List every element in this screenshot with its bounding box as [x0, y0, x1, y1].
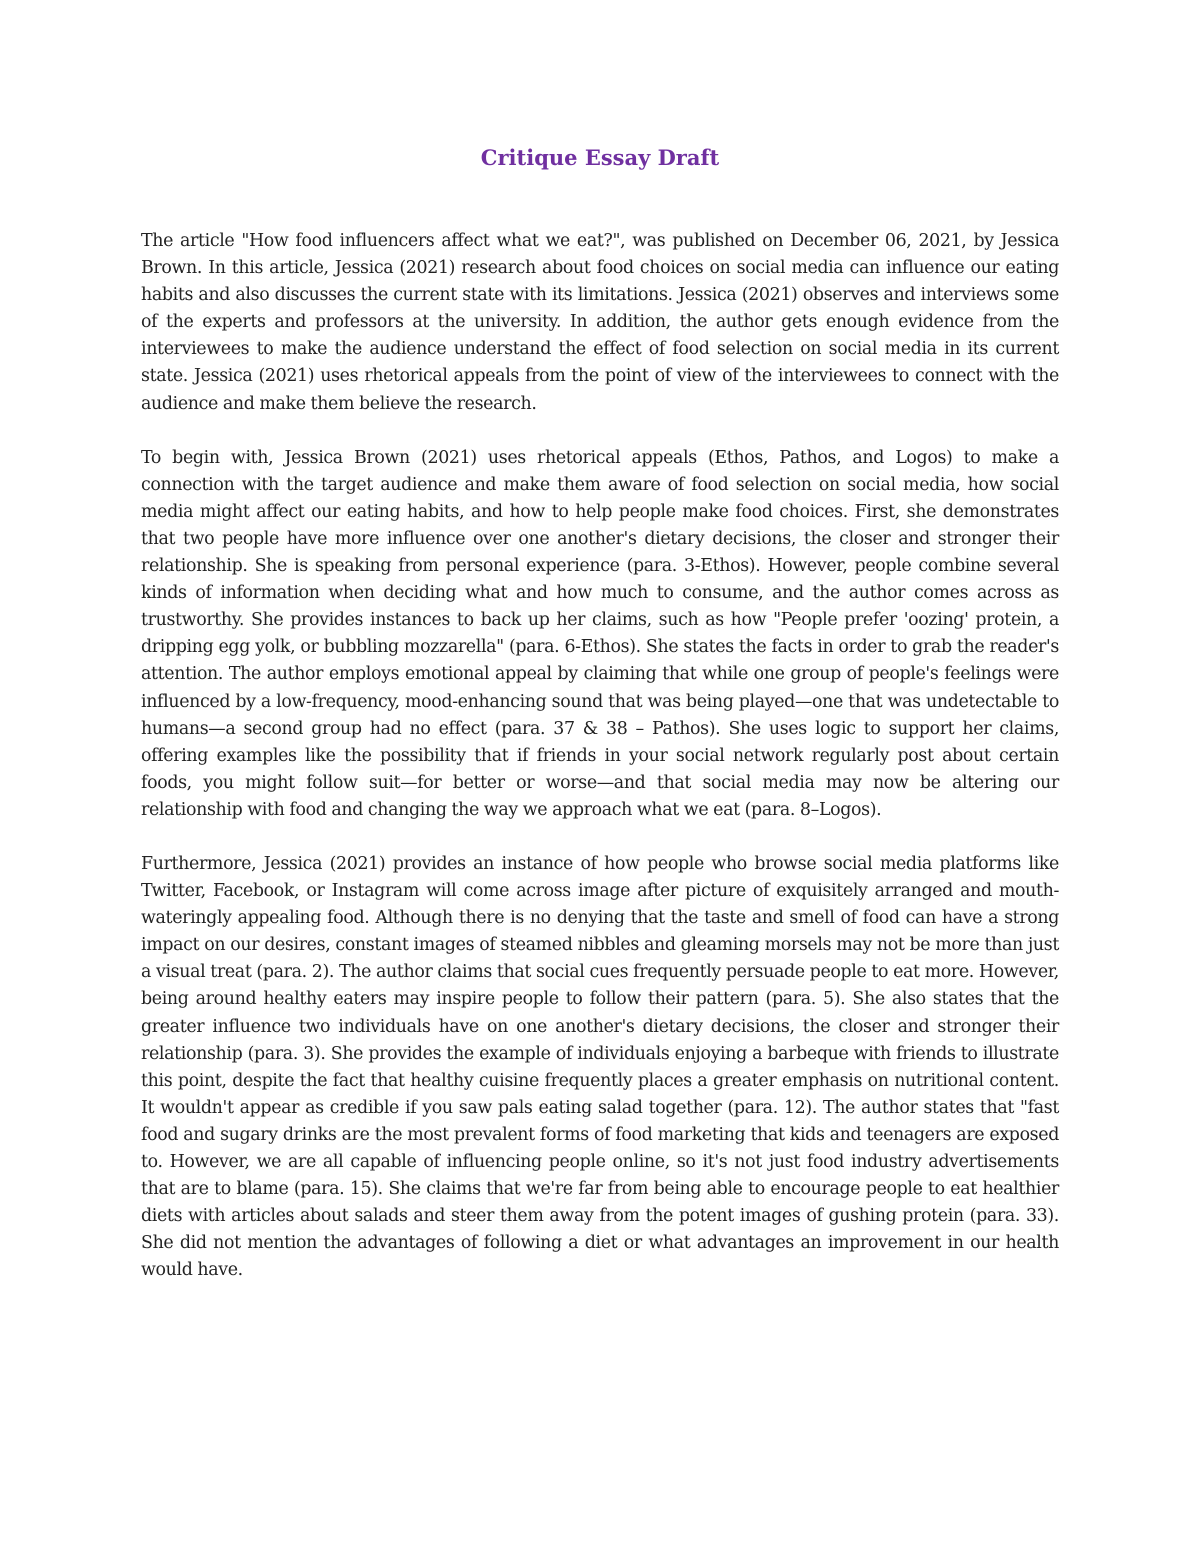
document-title: Critique Essay Draft [480, 145, 720, 170]
document-body [141, 228, 1059, 1311]
paragraph-rhetorical-appeals: To begin with, Jessica Brown (2021) uses rhetorical appeals (Ethos, Pathos, and Logos) to make a connection with the target audience and make them aware of food selection on social media, how social media might affect our eating habits, and how to help people make food choices. First, she demonstrates that two people have more influence over one another's dietary decisions, the closer and stronger their relationship. She is speaking from personal experience (para. 3-Ethos). However, people combine several kinds of information when deciding what and how much to consume, and the author comes across as trustworthy. She provides instances to back up her claims, such as how "People prefer 'oozing' protein, a dripping egg yolk, or bubbling mozzarella" (para. 6-Ethos). She states the facts in order to grab the reader's attention. The author employs emotional appeal by claiming that while one group of people's feelings were influenced by a low-frequency, mood-enhancing sound that was being played—one that was undetectable to humans—a second group had no effect (para. 37 & 38 – Pathos). She uses logic to support her claims, offering examples like the possibility that if friends in your social network regularly post about certain foods, you might follow suit—for better or worse—and that social media may now be altering our relationship with food and changing the way we approach what we eat (para. 8–Logos). [141, 447, 1059, 820]
paragraph-furthermore: Furthermore, Jessica (2021) provides an instance of how people who browse social media platforms like Twitter, Facebook, or Instagram will come across image after picture of exquisitely arranged and mouth-wateringly appealing food. Although there is no denying that the taste and smell of food can have a strong impact on our desires, constant images of steamed nibbles and gleaming morsels may not be more than just a visual treat (para. 2). The author claims that social cues frequently persuade people to eat more. However, being around healthy eaters may inspire people to follow their pattern (para. 5). She also states that the greater influence two individuals have on one another's dietary decisions, the closer and stronger their relationship (para. 3). She provides the example of individuals enjoying a barbeque with friends to illustrate this point, despite the fact that healthy cuisine frequently places a greater emphasis on nutritional content. It wouldn't appear as credible if you saw pals eating salad together (para. 12). The author states that "fast food and sugary drinks are the most prevalent forms of food marketing that kids and teenagers are exposed to. However, we are all capable of influencing people online, so it's not just food industry advertisements that are to blame (para. 15). She claims that we're far from being able to encourage people to eat healthier diets with articles about salads and steer them away from the potent images of gushing protein (para. 33). She did not mention the advantages of following a diet or what advantages an improvement in our health would have. [141, 853, 1059, 1281]
paragraph-intro: The article "How food influencers affect what we eat?", was published on December 06, 2021, by Jessica Brown. In this article, Jessica (2021) research about food choices on social media can influence our eating habits and also discusses the current state with its limitations. Jessica (2021) observes and interviews some of the experts and professors at the university. In addition, the author gets enough evidence from the interviewees to make the audience understand the effect of food selection on social media in its current state. Jessica (2021) uses rhetorical appeals from the point of view of the interviewees to connect with the audience and make them believe the research. [141, 231, 1059, 414]
